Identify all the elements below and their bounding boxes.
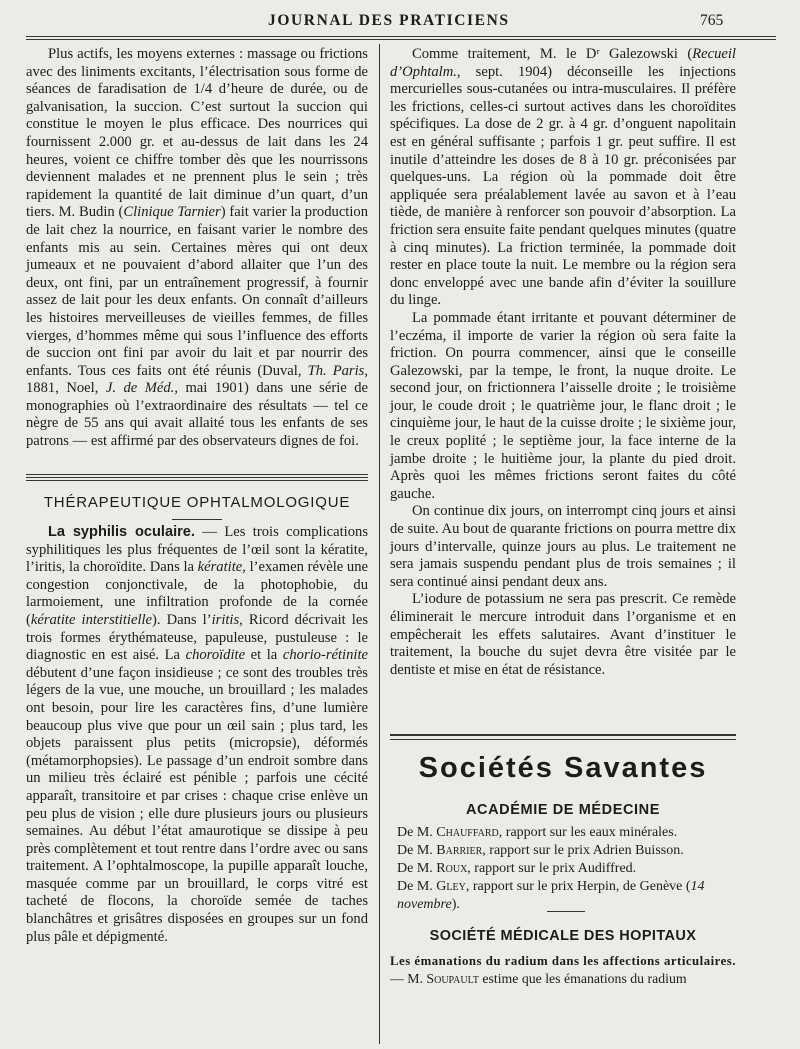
treatment-paragraph-4: L’iodure de potassium ne sera pas prescrit. Ce remède éliminerait le mercure introduit dans l’organisme et en empêcherait les effets salutaires. Avant d’instituer le traitement, la bouche du sujet devra être visitée par le dentiste et mise en état de résistance. [390,591,736,678]
smh-text: estime que les émanations du radium [478,971,687,986]
term-chorio-retinite: chorio-rétinite [282,647,368,664]
academie-end-rule [547,911,585,912]
societes-separator [390,734,736,736]
academie-item [397,860,737,878]
header-rule [26,36,776,37]
societes-savantes-title: Sociétés Savantes [418,752,708,784]
section-title: THÉRAPEUTIQUE OPHTALMOLOGIQUE [43,494,351,511]
treatment-paragraph-1 [390,46,736,310]
ref-th-paris: Th. Paris [307,362,365,379]
section-separator-secondary [26,477,368,478]
treatment-text-2: , sept. 1904) déconseille les injections mercurielles sous-cutanées ou intra-musculaires. Il préfère les frictions, celles-ci surtout actives dans les choroïdites spécifiques. La dose de 2 gr. à 4 gr. d’onguent napolitain est en général suffisante ; parfois 1 gr. peut suffire. Il est inutile d’atteindre les doses de 8 à 10 gr. préconisées par quelques-uns. La région où la pommade doit être appliquée sera préalablement lavée au savon et à l’eau tiède, de manière à renforcer son pouvoir d’absorption. La friction sera ensuite faite pendant quelques minutes (quatre à cinq minutes). La friction terminée, la pommade doit rester en place toute la nuit. Le membre ou la région sera donc enveloppé avec une bande afin d’éviter la souillure du linge. [390,63,736,309]
section-separator [26,474,368,475]
intro-paragraph [26,46,368,451]
left-column-intro [26,46,368,451]
treatment-paragraph-3: On continue dix jours, on interrompt cinq jours et ainsi de suite. Au bout de quarante frictions on pourra mettre dix jours d’intervalle, quinze jours au plus. Le traitement ne sera jamais suspendu pendant plus de trois semaines ; il sera continué ainsi pendant deux ans. [390,503,736,590]
item-prefix: De M. [397,861,437,876]
left-column-syphilis [26,524,368,946]
smh-title: SOCIÉTÉ MÉDICALE DES HOPITAUX [429,928,697,944]
treatment-text-1: Comme traitement, M. le Dʳ Galezowski ( [412,46,693,62]
academie-item [397,824,737,842]
intro-text-2: ) fait varier la production de lait chez la nourrice, en faisant varier le nombre des enfants mis au sein. Certaines mères qui ont deux jumeaux et ne pouvaient d’abord allaiter que l’un des deux, ont fini, par un entraînement progressif, à fournir assez de lait pour les deux enfants. On connaît d’ailleurs les histoires merveilleuses de vieilles femmes, de filles vierges, d’hommes même qui sous l’influence des efforts de succion ont fini par avoir du lait et par nourrir des enfants. Tous ces faits ont été réunis (Duval, [26,204,369,379]
item-end: ). [451,897,460,912]
smh-paragraph [390,952,736,988]
item-text: , rapport sur le prix Audiffred. [467,861,637,876]
syphilis-text-2: l’examen révèle une congestion conjonctivale, de la photophobie, du larmoiement, une infiltration profonde de la cornée ( [26,559,368,628]
item-text: , rapport sur le prix Adrien Buisson. [482,843,684,858]
smh-heading: Les émanations du radium dans les affections articulaires. [390,954,736,968]
item-prefix: De M. [397,825,437,840]
syphilis-text-4: Ricord décrivait les trois formes érythémateuse, papuleuse, pustuleuse : le diagnostic en est aisé. La [26,611,368,664]
right-column-treatment [390,46,736,679]
item-text: , rapport sur le prix Herpin, de Genève ( [465,879,691,894]
person-name: Gley [436,879,466,894]
academie-item [397,878,737,914]
term-choroidite: choroïdite [185,647,246,664]
academie-list [397,824,737,914]
treatment-paragraph-2: La pommade étant irritante et pouvant déterminer de l’eczéma, il importe de varier la région où sera faite la friction. On pourra commencer, ainsi que le conseille Galezowski, par la tempe, le front, la nuque droite. Le second jour, on frictionnera l’aisselle droite ; le troisième jour, le coude droit ; le quatrième jour, le flanc droit ; le cinquième jour, le haut de la cuisse droite ; le sixième jour, le creux poplité ; le septième jour, la face interne de la jambe droite ; le huitième jour, la plante du pied droit. Après quoi les mêmes frictions seront faites du côté gauche. [390,309,736,502]
intro-text-4: , mai 1901) dans une série de monographies où l’extraordinaire des résultats — tel ce nègre de 55 ans qui avait allaité tous les enfants de ses patrons — est affirmé par des observateurs dignes de foi. [26,380,368,450]
ref-j-de-med: J. de Méd. [105,380,175,397]
ref-recueil-ophtalm: Recueil d’Ophtalm. [390,46,736,80]
page-header [0,10,800,34]
term-keratite-interstitielle: kératite interstitielle [30,611,153,628]
syphilis-text-5: et la [245,647,283,664]
syphilis-heading: La syphilis oculaire. [48,524,195,540]
syphilis-paragraph [26,524,368,946]
ref-clinique-tarnier: Clinique Tarnier [123,204,221,221]
page-number: 765 [700,12,724,29]
item-date-ref: 14 novembre [397,879,705,912]
smh-dash: — M. [390,971,427,986]
intro-text-3: , 1881, Noel, [26,362,368,397]
person-name: Soupault [426,971,479,986]
societes-separator-secondary [390,739,736,740]
syphilis-text-1: — Les trois complications syphilitiques les plus fréquentes de l’œil sont la kératite, l’iritis, la choroïdite. Dans la [26,524,368,576]
item-prefix: De M. [397,843,437,858]
journal-title: JOURNAL DES PRATICIENS [268,12,510,29]
item-prefix: De M. [397,879,437,894]
person-name: Barrier [436,843,483,858]
header-rule-secondary [26,39,776,40]
column-divider [379,44,380,1044]
academie-item [397,842,737,860]
section-title-underline [172,519,222,520]
syphilis-text-3: ). Dans l’ [152,611,212,628]
item-text: , rapport sur les eaux minérales. [498,825,678,840]
syphilis-text-6: débutent d’une façon insidieuse ; ce sont des troubles très légers de la vue, une mouche, un brouillard ; les malades ont besoin, pour lire les caractères fins, d’une lumière beaucoup plus vive que pour un œil sain ; plus tard, les objets paraissent plus petits (micropsie), déformés (métamorphopsies). Le passage d’un endroit sombre dans un milieu très éclairé est pénible ; parfois une cécité apparaît, transitoire et par crises : chaque crise enlève un peu plus de vision ; elle dure plusieurs jours ou plusieurs semaines. Au début l’état amaurotique se dissipe à peu près complètement et tout rentre dans l’ordre avec ou sans traitement. A l’ophtalmoscope, la pupille apparaît louche, masquée comme par un brouillard, le corps vitré est tacheté de flocons, la choroïde semée de taches blanchâtres et grisâtres disposées en groupes sur un fond plus pâle et dépigmenté. [26,664,368,945]
term-keratite: kératite, [197,559,246,576]
section-separator-tertiary [26,480,368,481]
intro-text-1: Plus actifs, les moyens externes : massage ou frictions avec des liniments excitants, l’électrisation sous forme de séances de faradisation de 1/4 d’heure de durée, ou de galvanisation, la succion. C’est surtout la succion qui constitue le moyen le plus efficace. Des nourrices qui fournissent 2.000 gr. et au-dessus de lait dans les 24 heures, voient ce chiffre tomber dès que les nourrissons deviennent malades et ne prennent plus le sein ; très rapidement la quantité de lait diminue d’un quart, d’un tiers. M. Budin ( [26,46,368,221]
person-name: Chauffard [436,825,499,840]
academie-title: ACADÉMIE DE MÉDECINE [465,802,661,818]
term-iritis: iritis, [211,611,243,628]
person-name: Roux [436,861,468,876]
